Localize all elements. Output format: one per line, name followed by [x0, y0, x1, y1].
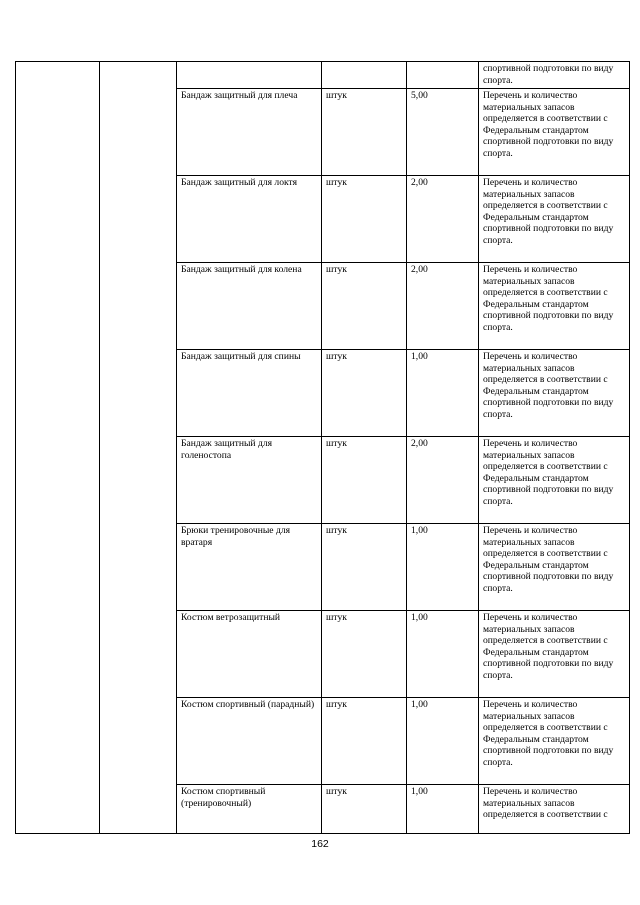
quantity-cell: 1,00: [407, 611, 479, 698]
item-name-cell: Костюм спортивный (тренировочный): [177, 785, 322, 834]
quantity-cell: [407, 62, 479, 89]
item-name-cell: Бандаж защитный для голеностопа: [177, 437, 322, 524]
item-name-cell: Костюм ветрозащитный: [177, 611, 322, 698]
unit-cell: штук: [322, 524, 407, 611]
quantity-cell: 2,00: [407, 437, 479, 524]
unit-cell: штук: [322, 437, 407, 524]
unit-cell: штук: [322, 611, 407, 698]
note-cell: Перечень и количество материальных запасов определяется в соответствии с Федеральным стандартом спортивной подготовки по виду спорта.: [479, 176, 630, 263]
quantity-cell: 2,00: [407, 263, 479, 350]
item-name-cell: Бандаж защитный для плеча: [177, 89, 322, 176]
note-cell: Перечень и количество материальных запасов определяется в соответствии с Федеральным стандартом спортивной подготовки по виду спорта.: [479, 263, 630, 350]
note-cell: спортивной подготовки по виду спорта.: [479, 62, 630, 89]
quantity-cell: 1,00: [407, 350, 479, 437]
note-cell: Перечень и количество материальных запасов определяется в соответствии с Федеральным стандартом спортивной подготовки по виду спорта.: [479, 611, 630, 698]
item-name-cell: [177, 62, 322, 89]
unit-cell: [322, 62, 407, 89]
note-cell: Перечень и количество материальных запасов определяется в соответствии с Федеральным стандартом спортивной подготовки по виду спорта.: [479, 89, 630, 176]
note-cell: Перечень и количество материальных запасов определяется в соответствии с Федеральным стандартом спортивной подготовки по виду спорта.: [479, 698, 630, 785]
quantity-cell: 1,00: [407, 698, 479, 785]
item-name-cell: Бандаж защитный для локтя: [177, 176, 322, 263]
note-cell: Перечень и количество материальных запасов определяется в соответствии с Федеральным стандартом спортивной подготовки по виду спорта.: [479, 350, 630, 437]
unit-cell: штук: [322, 698, 407, 785]
page-number: 162: [311, 838, 329, 850]
unit-cell: штук: [322, 785, 407, 834]
unit-cell: штук: [322, 350, 407, 437]
item-name-cell: Брюки тренировочные для вратаря: [177, 524, 322, 611]
item-name-cell: Бандаж защитный для спины: [177, 350, 322, 437]
equipment-table: [15, 61, 630, 834]
quantity-cell: 5,00: [407, 89, 479, 176]
blank-cell-col1: [16, 62, 100, 834]
table-row: [16, 62, 630, 89]
quantity-cell: 1,00: [407, 785, 479, 834]
item-name-cell: Бандаж защитный для колена: [177, 263, 322, 350]
blank-cell-col2: [100, 62, 177, 834]
quantity-cell: 1,00: [407, 524, 479, 611]
unit-cell: штук: [322, 89, 407, 176]
note-cell: Перечень и количество материальных запасов определяется в соответствии с: [479, 785, 630, 834]
item-name-cell: Костюм спортивный (парадный): [177, 698, 322, 785]
unit-cell: штук: [322, 263, 407, 350]
note-cell: Перечень и количество материальных запасов определяется в соответствии с Федеральным стандартом спортивной подготовки по виду спорта.: [479, 524, 630, 611]
quantity-cell: 2,00: [407, 176, 479, 263]
note-cell: Перечень и количество материальных запасов определяется в соответствии с Федеральным стандартом спортивной подготовки по виду спорта.: [479, 437, 630, 524]
unit-cell: штук: [322, 176, 407, 263]
